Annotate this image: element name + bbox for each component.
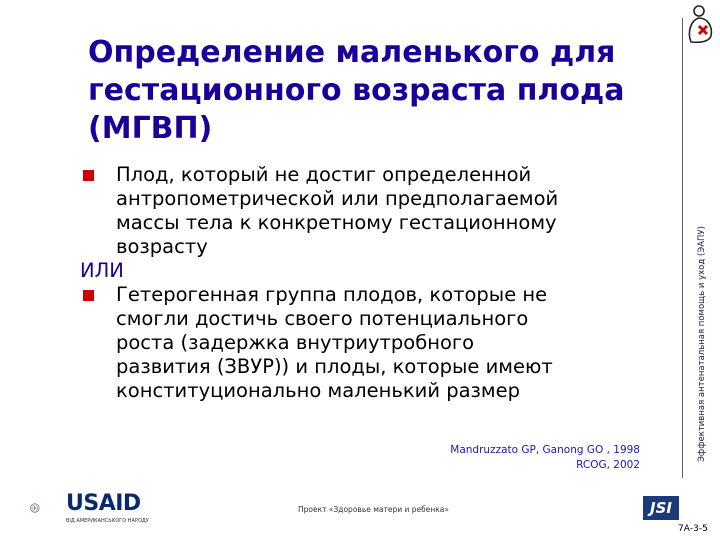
bullet-text-line: антропометрической или предполагаемой [116,187,559,210]
slide-title [88,34,678,148]
slide-content [80,163,680,403]
citation-line: RCOG, 2002 [576,459,640,471]
project-name: Проект «Здоровье матери и ребенка» [298,505,449,514]
bullet-text-line: Гетерогенная группа плодов, которые не [116,283,548,306]
citation-line: Mandruzzato GP, Ganong GO , 1998 [450,444,640,456]
title-line: гестационного возраста плода [88,73,625,108]
bullet-square-icon [83,170,94,181]
vertical-divider [682,18,683,478]
usaid-seal-icon [30,488,70,528]
usaid-logo-text: USAID [66,491,141,516]
bullet-item [80,283,680,403]
bullet-text-line: конституционально маленький размер [116,379,520,402]
bullet-text-line: возрасту [116,235,208,258]
usaid-subtitle: ВІД АМЕРИКАНСЬКОГО НАРОДУ [66,518,149,524]
bullet-text-line: роста (задержка внутриутробного [116,331,475,354]
bullet-text-line: смогли достичь своего потенциального [116,307,529,330]
title-line: Определение маленького для [88,35,616,70]
bullet-text-line: развития (ЗВУР)) и плоды, которые имеют [116,355,553,378]
bullet-item [80,163,680,259]
side-caption: Эффективная антенатальная помощь и уход (ЭАПУ) [697,226,707,462]
citation [395,443,640,473]
bullet-square-icon [83,290,94,301]
bullet-text-line: массы тела к конкретному гестационному [116,211,557,234]
jsi-logo: JSI [643,496,679,520]
title-line: (МГВП) [88,111,213,146]
or-separator: ИЛИ [80,259,124,282]
bullet-text-line: Плод, который не достиг определенной [116,163,532,186]
slide-number: 7А-3-5 [678,524,708,534]
